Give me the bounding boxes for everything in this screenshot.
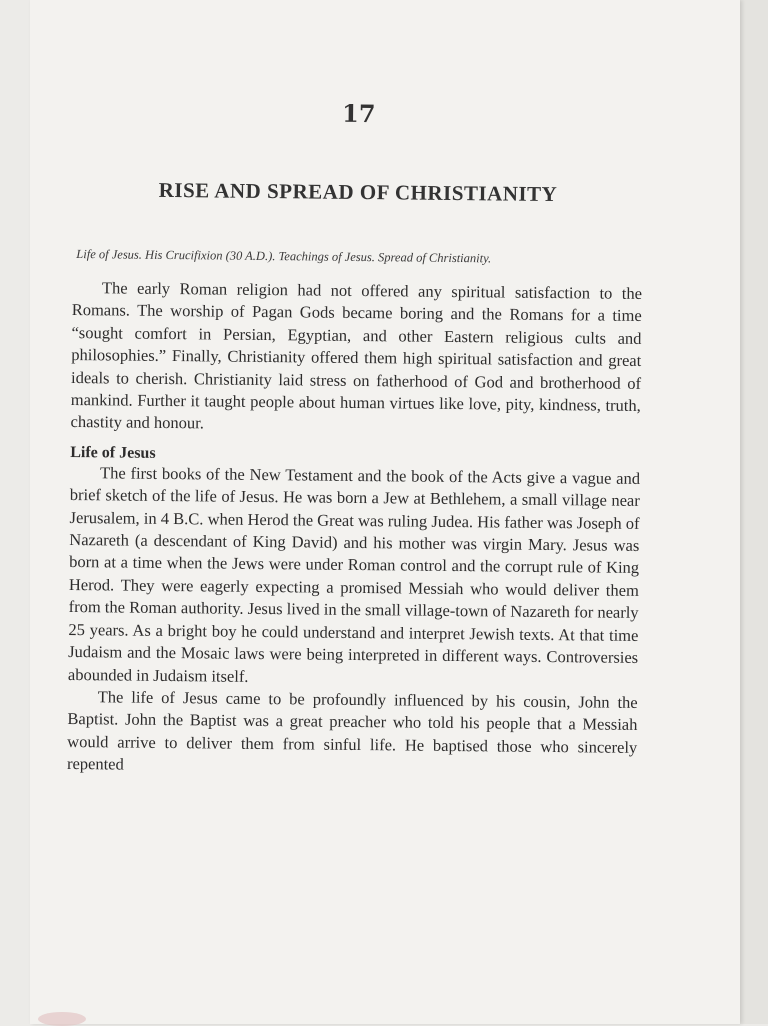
chapter-number: 17 <box>341 98 376 129</box>
intro-paragraph: The early Roman religion had not offered any spiritual satisfaction to the Romans. The worship of Pagan Gods became boring and the Romans for a time “sought comfort in Persian, Egyptian, and other Eastern religious cults and philosophies.” Finally, Christianity offered them high spiritual satisfaction and great ideals to cherish. Christianity laid stress on fatherhood of God and brotherhood of mankind. Further it taught people about human virtues like love, pity, kindness, truth, chastity and honour. <box>70 278 643 433</box>
section-paragraph-2: The life of Jesus came to be profoundly influenced by his cousin, John the Baptist. John the Baptist was a great preacher who told his people that a Messiah would arrive to deliver them from sinful life. He baptised those who sincerely repented <box>66 687 638 774</box>
section-paragraph-1: The first books of the New Testament and the book of the Acts give a vague and brief sketch of the life of Jesus. He was born a Jew at Bethlehem, a small village near Jerusalem, in 4 B.C. when Herod the Great was ruling Judea. His father was Joseph of Nazareth (a descendant of King David) and his mother was virgin Mary. Jesus was born at a time when the Jews were under Roman control and the corrupt rule of King Herod. They were eagerly expecting a promised Messiah who would deliver them from the Roman authority. Jesus lived in the small village-town of Nazareth for nearly 25 years. As a bright boy he could understand and interpret Jewish texts. At that time Judaism and the Mosaic laws were being interpreted in different ways. Controversies abounded in Judaism itself. <box>67 463 641 686</box>
chapter-title: RISE AND SPREAD OF CHRISTIANITY <box>158 177 558 207</box>
next-page-edge <box>740 0 768 1024</box>
section-heading: Life of Jesus <box>70 443 156 462</box>
chapter-summary: Life of Jesus. His Crucifixion (30 A.D.). Teachings of Jesus. Spread of Christianity. <box>76 247 492 266</box>
page-content <box>67 96 644 781</box>
book-page <box>30 0 740 1024</box>
